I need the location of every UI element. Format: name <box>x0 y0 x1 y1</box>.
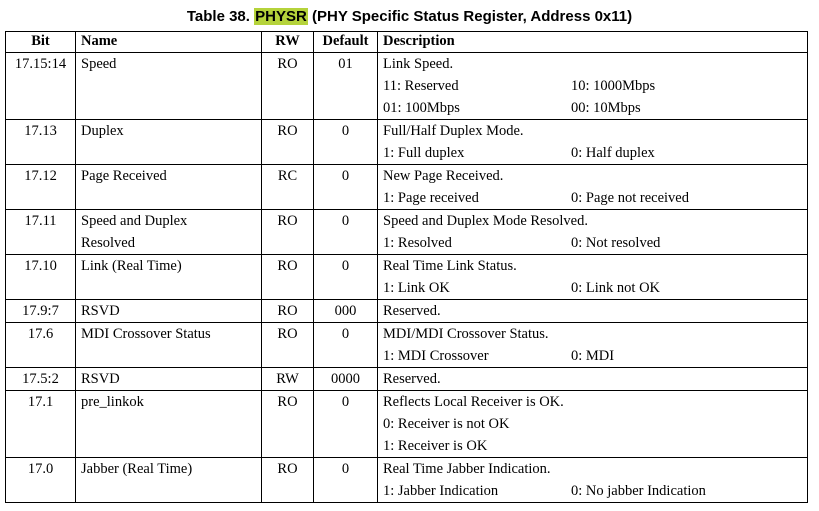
bit-cell: 17.9:7 <box>6 300 76 323</box>
name-cell <box>76 255 262 300</box>
description-cell <box>378 165 808 210</box>
description-cell <box>378 53 808 120</box>
rw-cell: RO <box>262 458 314 503</box>
description-text: Reflects Local Receiver is OK. <box>383 394 564 410</box>
name-line: MDI Crossover Status <box>81 326 211 342</box>
description-value: 0: Not resolved <box>571 235 661 251</box>
bit-cell: 17.6 <box>6 323 76 368</box>
rw-cell: RO <box>262 323 314 368</box>
bit-cell: 17.11 <box>6 210 76 255</box>
default-cell: 0 <box>314 458 378 503</box>
caption-suffix: (PHY Specific Status Register, Address 0x11) <box>307 8 633 25</box>
description-value: 0: Half duplex <box>571 145 655 161</box>
description-line <box>383 75 802 97</box>
description-value: 0: Link not OK <box>571 280 661 296</box>
name-line: pre_linkok <box>81 394 144 410</box>
name-line: Resolved <box>81 235 135 251</box>
caption-highlight: PHYSR <box>255 8 307 25</box>
name-cell <box>76 368 262 391</box>
description-line <box>383 97 802 119</box>
table-row <box>6 323 808 368</box>
description-line <box>383 458 802 480</box>
table-row <box>6 368 808 391</box>
description-line <box>383 368 802 390</box>
default-cell: 000 <box>314 300 378 323</box>
description-text: Real Time Link Status. <box>383 258 517 274</box>
rw-cell: RO <box>262 391 314 458</box>
description-text: 01: 100Mbps <box>383 100 460 116</box>
rw-cell: RC <box>262 165 314 210</box>
rw-cell: RW <box>262 368 314 391</box>
default-cell: 0 <box>314 210 378 255</box>
description-line <box>383 323 802 345</box>
description-text: 1: Page received <box>383 190 479 206</box>
name-line: RSVD <box>81 371 120 387</box>
description-text: Speed and Duplex Mode Resolved. <box>383 213 588 229</box>
description-text: Full/Half Duplex Mode. <box>383 123 524 139</box>
description-cell <box>378 210 808 255</box>
description-line <box>383 232 802 254</box>
description-cell <box>378 300 808 323</box>
description-text: 1: Link OK <box>383 280 450 296</box>
bit-cell: 17.0 <box>6 458 76 503</box>
description-cell <box>378 323 808 368</box>
description-cell <box>378 458 808 503</box>
default-cell: 0 <box>314 120 378 165</box>
description-text: Real Time Jabber Indication. <box>383 461 551 477</box>
table-row <box>6 210 808 255</box>
table-row <box>6 120 808 165</box>
description-text: 1: Full duplex <box>383 145 465 161</box>
description-line <box>383 142 802 164</box>
bit-cell: 17.15:14 <box>6 53 76 120</box>
default-cell: 0 <box>314 391 378 458</box>
description-cell <box>378 120 808 165</box>
description-text: 1: MDI Crossover <box>383 348 489 364</box>
description-line <box>383 210 802 232</box>
bit-cell: 17.10 <box>6 255 76 300</box>
description-line <box>383 255 802 277</box>
rw-cell: RO <box>262 255 314 300</box>
description-text: 1: Resolved <box>383 235 452 251</box>
default-cell: 01 <box>314 53 378 120</box>
description-line <box>383 300 802 322</box>
description-value: 00: 10Mbps <box>571 100 641 116</box>
bit-cell: 17.13 <box>6 120 76 165</box>
name-line: RSVD <box>81 303 120 319</box>
header-rw: RW <box>262 32 314 53</box>
default-cell: 0000 <box>314 368 378 391</box>
bit-cell: 17.12 <box>6 165 76 210</box>
default-cell: 0 <box>314 165 378 210</box>
name-cell <box>76 458 262 503</box>
description-line <box>383 435 802 457</box>
description-text: 1: Jabber Indication <box>383 483 499 499</box>
bit-cell: 17.1 <box>6 391 76 458</box>
default-cell: 0 <box>314 323 378 368</box>
description-line <box>383 480 802 502</box>
name-cell <box>76 120 262 165</box>
table-row <box>6 300 808 323</box>
name-cell <box>76 165 262 210</box>
name-cell <box>76 391 262 458</box>
description-value: 0: No jabber Indication <box>571 483 706 499</box>
description-value: 0: Page not received <box>571 190 689 206</box>
table-row <box>6 255 808 300</box>
rw-cell: RO <box>262 300 314 323</box>
description-cell <box>378 368 808 391</box>
header-description: Description <box>378 32 808 53</box>
rw-cell: RO <box>262 120 314 165</box>
name-line: Link (Real Time) <box>81 258 182 274</box>
description-line <box>383 345 802 367</box>
name-line: Jabber (Real Time) <box>81 461 193 477</box>
description-value: 10: 1000Mbps <box>571 78 656 94</box>
rw-cell: RO <box>262 53 314 120</box>
header-name: Name <box>76 32 262 53</box>
description-text: MDI/MDI Crossover Status. <box>383 326 549 342</box>
description-text: Link Speed. <box>383 56 454 72</box>
header-bit: Bit <box>6 32 76 53</box>
register-table <box>5 31 808 503</box>
bit-cell: 17.5:2 <box>6 368 76 391</box>
name-line: Duplex <box>81 123 124 139</box>
name-cell <box>76 300 262 323</box>
description-line <box>383 187 802 209</box>
header-default: Default <box>314 32 378 53</box>
description-line <box>383 277 802 299</box>
header-row <box>6 32 808 53</box>
table-body <box>6 53 808 503</box>
description-line <box>383 120 802 142</box>
description-value: 0: MDI <box>571 348 615 364</box>
default-cell: 0 <box>314 255 378 300</box>
description-text: Reserved. <box>383 303 441 319</box>
description-text: New Page Received. <box>383 168 504 184</box>
description-line <box>383 391 802 413</box>
rw-cell: RO <box>262 210 314 255</box>
caption-prefix: Table 38. <box>186 8 255 25</box>
table-row <box>6 53 808 120</box>
description-text: 1: Receiver is OK <box>383 438 488 454</box>
description-text: 0: Receiver is not OK <box>383 416 510 432</box>
description-text: 11: Reserved <box>383 78 459 94</box>
name-cell <box>76 210 262 255</box>
description-line <box>383 413 802 435</box>
description-line <box>383 165 802 187</box>
description-text: Reserved. <box>383 371 441 387</box>
table-caption <box>0 8 819 25</box>
name-line: Speed and Duplex <box>81 213 188 229</box>
name-cell <box>76 53 262 120</box>
description-line <box>383 53 802 75</box>
name-line: Page Received <box>81 168 167 184</box>
table-row <box>6 458 808 503</box>
description-cell <box>378 391 808 458</box>
name-line: Speed <box>81 56 117 72</box>
table-row <box>6 391 808 458</box>
table-row <box>6 165 808 210</box>
description-cell <box>378 255 808 300</box>
name-cell <box>76 323 262 368</box>
